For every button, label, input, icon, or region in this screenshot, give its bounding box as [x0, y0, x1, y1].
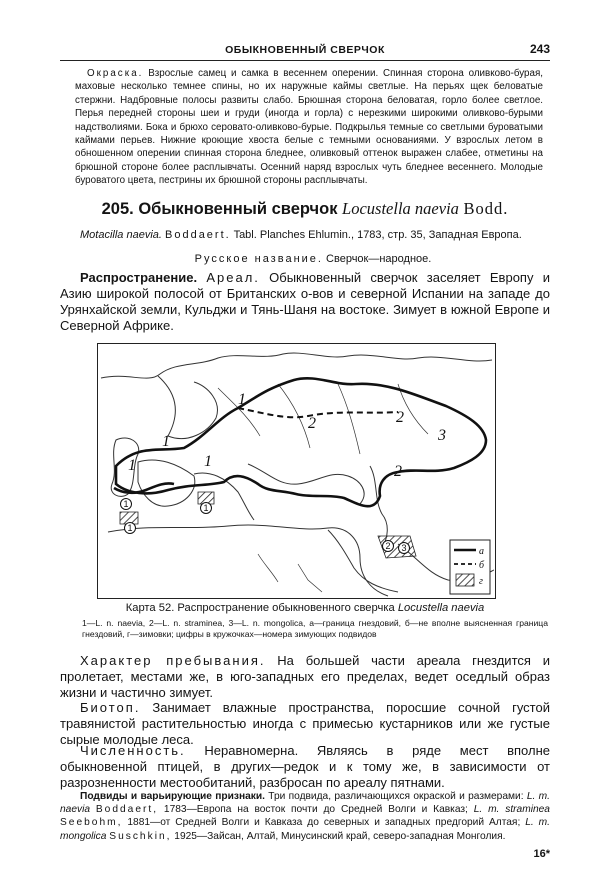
distribution-label: Распространение. [80, 270, 198, 285]
subspecies-3-text: 1925—Зайсан, Алтай, Минусинский край, северо-западная Монголия. [174, 830, 506, 842]
map-legend [450, 540, 490, 594]
synonym-author: Boddaert. [165, 229, 231, 241]
distribution-paragraph [60, 270, 550, 334]
map-region-label: 2 [308, 415, 316, 432]
legend-a-label: а [479, 546, 484, 557]
subspecies-2-name: L. m. straminea [473, 804, 550, 816]
coloration-label: Окраска. [87, 68, 144, 79]
arctic-coast [101, 353, 492, 378]
residence-paragraph [60, 653, 550, 701]
subspecies-1-name: L. m. naevia [60, 791, 550, 816]
breeding-boundary-uncertain [238, 408, 398, 417]
running-title: ОБЫКНОВЕННЫЙ СВЕРЧОК [225, 44, 385, 56]
wintering-label: 2 [385, 541, 391, 551]
subspecies-2-author: Seebohm, [60, 817, 123, 829]
synonym-reference: Tabl. Planches Ehlumin., 1783, стр. 35, Западная Европа. [233, 229, 522, 241]
subspecies-intro: Три подвида, различающихся окраской и размерами: [268, 791, 524, 802]
coloration-text: Взрослые самец и самка в весеннем оперении. Спинная сторона оливково-бурая, маховые несколько темнее спины, но их наружные каймы светлые. На перьях щек беловатые стержни. Надбровные полосы развиты слабо. Брюшная сторона беловатая, горло более светлое. Перья передней стороны шеи и груди (иногда и горла) с нерезкими широкими оливково-бурыми надстволиями. Бока и брюхо серовато-оливково-бурые. Подкрылья темные со светлыми буроватыми каймами перьев. Нижние кроющие хвоста белые с темными основаниями. У взрослых летом в обношенном оперении спинная сторона бледнее, оливковый оттенок выражен слабее, отметины на брюшной стороне более расплывчаты. Осенний наряд взрослых чуть бледнее весеннего. Молодые буроватого цвета, пестрины их брюшной стороны расплывчаты. [75, 68, 543, 187]
subspecies-1-text: 1783—Европа на восток почти до Средней Волги и Кавказ; [163, 804, 468, 816]
distribution-map [97, 343, 496, 599]
map-region-label: 1 [162, 433, 170, 450]
biotope-text: Занимает влажные пространства, поросшие сочной густой травянистой растительностью иногда с примесью кустарников или же густые сырые молодые леса. [60, 700, 550, 747]
page-number: 243 [529, 42, 550, 56]
synonym-name: Motacilla naevia. [80, 229, 162, 241]
running-header [60, 40, 550, 61]
subspecies-3-name: L. m. mongolica [60, 817, 550, 842]
subspecies-1-author: Boddaert, [95, 804, 159, 816]
map-caption [60, 602, 550, 614]
legend-c-label: г [479, 576, 483, 587]
coastlines [101, 353, 494, 596]
residence-label: Характер пребывания. [80, 653, 266, 668]
species-author: Bodd. [463, 199, 509, 218]
subspecies-2-text: 1881—от Средней Волги и Кавказа до северных и западных предгорий Алтая; [127, 817, 521, 829]
species-number: 205. [101, 200, 134, 218]
russian-name-value: Сверчок—народное. [326, 253, 432, 265]
biotope-paragraph [60, 700, 550, 748]
nile [258, 554, 322, 592]
subspecies-label: Подвиды и варьирующие признаки. [80, 791, 265, 802]
legend-hatch-swatch [456, 574, 474, 586]
wintering-label: 1 [127, 523, 133, 533]
wintering-label: 1 [203, 503, 209, 513]
breeding-boundary-solid [116, 378, 486, 506]
map-legend-text: 1—L. n. naevia, 2—L. n. straminea, 3—L. n. mongolica, а—граница гнездовий, б—не вполне выясненная граница гнездовий, г—зимовки; цифры в кружочках—номера зимующих подвидов [82, 618, 548, 639]
distribution-text: Обыкновенный сверчок заселяет Европу и Азию широкой полосой от Британских о-вов и северной Испании на западе до Урянхайской земли, Кульджи и Тянь-Шаня на востоке. Зимует в южной Европе и Северной Африке. [60, 270, 550, 333]
residence-text: На большей части ареала гнездится и пролетает, местами же, в юго-западных его пределах, ведет оседлый образ жизни и частично зимует. [60, 653, 550, 700]
legend-b-label: б [479, 560, 485, 571]
map-caption-prefix: Карта 52. Распространение обыкновенного сверчка [125, 602, 395, 614]
wintering-label: 1 [123, 499, 129, 509]
species-name-ru: Обыкновенный сверчок [138, 200, 338, 218]
map-caption-latin: Locustella naevia [397, 602, 485, 614]
species-name-latin: Locustella naevia [342, 199, 459, 218]
map-region-label: 1 [128, 457, 136, 474]
map-illustration [98, 344, 494, 597]
coloration-paragraph [75, 67, 543, 188]
signature-mark: 16* [533, 848, 550, 860]
subspecies-3-author: Suschkin, [109, 830, 172, 842]
north-africa-coast [108, 525, 391, 596]
map-region-label: 2 [396, 409, 404, 426]
species-heading [60, 199, 550, 219]
subspecies-paragraph [60, 790, 550, 843]
synonym-line [80, 229, 546, 242]
russian-name-line [80, 253, 546, 265]
map-region-label: 1 [238, 391, 246, 408]
numbers-text: Неравномерна. Являясь в ряде мест вполне обыкновенной птицей, в других—редок и к тому же, в зависимости от разрозненности местообитаний, разбросан по ареалу пятнами. [60, 743, 550, 790]
numbers-label: Численность. [80, 743, 186, 758]
russian-name-label: Русское название. [194, 253, 323, 265]
numbers-paragraph [60, 743, 550, 791]
map-region-label: 1 [204, 453, 212, 470]
biotope-label: Биотоп. [80, 700, 141, 715]
wintering-label: 3 [401, 543, 407, 553]
map-region-label: 2 [394, 463, 402, 480]
distribution-sublabel: Ареал. [206, 270, 260, 285]
map-region-label: 3 [438, 427, 446, 444]
